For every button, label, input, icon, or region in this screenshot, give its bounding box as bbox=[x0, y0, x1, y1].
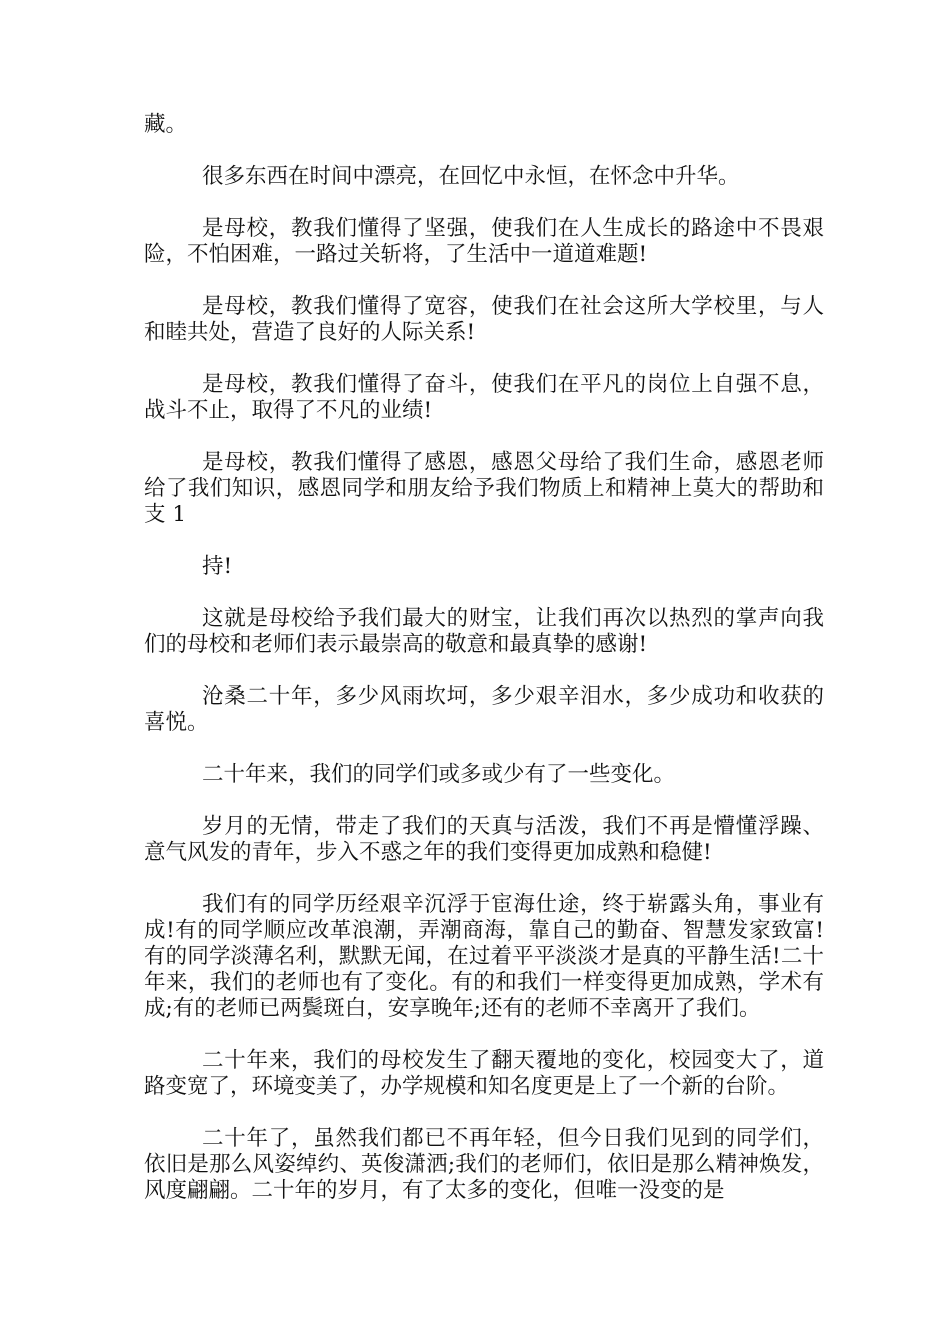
paragraph-continuation: 藏。 bbox=[144, 112, 188, 137]
paragraph: 是母校，教我们懂得了宽容，使我们在社会这所大学校里，与人和睦共处，营造了良好的人际关系! bbox=[144, 294, 824, 345]
paragraph: 二十年来，我们的母校发生了翻天覆地的变化，校园变大了，道路变宽了，环境变美了，办学规模和知名度更是上了一个新的台阶。 bbox=[144, 1048, 824, 1099]
paragraph: 我们有的同学历经艰辛沉浮于宦海仕途，终于崭露头角，事业有成!有的同学顺应改革浪潮，弄潮商海，靠自己的勤奋、智慧发家致富!有的同学淡薄名利，默默无闻，在过着平平淡淡才是真的平静生活!二十年来，我们的老师也有了变化。有的和我们一样变得更加成熟，学术有成;有的老师已两鬓斑白，安享晚年;还有的老师不幸离开了我们。 bbox=[144, 892, 824, 1021]
paragraph: 很多东西在时间中漂亮，在回忆中永恒，在怀念中升华。 bbox=[202, 164, 740, 189]
document-body bbox=[144, 112, 824, 1230]
paragraph: 是母校，教我们懂得了感恩，感恩父母给了我们生命，感恩老师给了我们知识，感恩同学和朋友给予我们物质上和精神上莫大的帮助和支 1 bbox=[144, 450, 824, 527]
paragraph: 持! bbox=[202, 554, 233, 579]
paragraph: 这就是母校给予我们最大的财宝，让我们再次以热烈的掌声向我们的母校和老师们表示最崇高的敬意和最真挚的感谢! bbox=[144, 606, 824, 657]
paragraph: 二十年了，虽然我们都已不再年轻，但今日我们见到的同学们，依旧是那么风姿绰约、英俊潇洒;我们的老师们，依旧是那么精神焕发，风度翩翩。二十年的岁月，有了太多的变化，但唯一没变的是 bbox=[144, 1126, 824, 1203]
paragraph: 二十年来，我们的同学们或多或少有了一些变化。 bbox=[202, 762, 676, 787]
paragraph: 岁月的无情，带走了我们的天真与活泼，我们不再是懵懂浮躁、意气风发的青年，步入不惑之年的我们变得更加成熟和稳健! bbox=[144, 814, 824, 865]
paragraph: 沧桑二十年，多少风雨坎坷，多少艰辛泪水，多少成功和收获的喜悦。 bbox=[144, 684, 824, 735]
paragraph: 是母校，教我们懂得了坚强，使我们在人生成长的路途中不畏艰险，不怕困难，一路过关斩将，了生活中一道道难题! bbox=[144, 216, 824, 267]
paragraph: 是母校，教我们懂得了奋斗，使我们在平凡的岗位上自强不息，战斗不止，取得了不凡的业绩! bbox=[144, 372, 824, 423]
